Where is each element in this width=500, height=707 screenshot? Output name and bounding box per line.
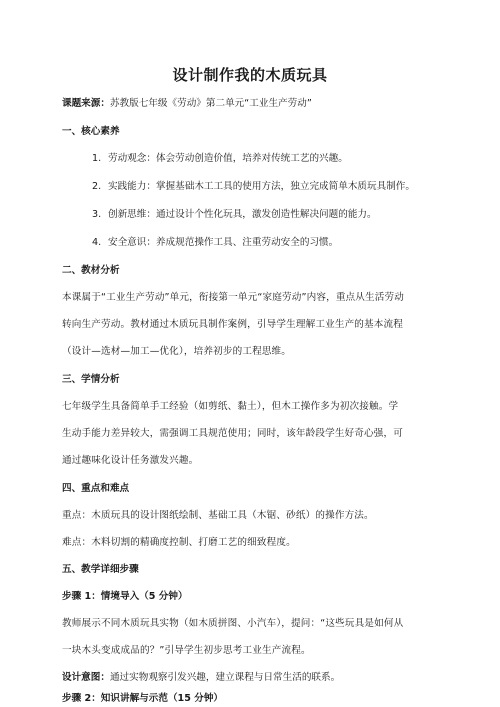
paragraph-line: 生动手能力差异较大，需强调工具规范使用；同时，该年龄段学生好奇心强，可 [62,428,404,439]
source-line [62,97,312,110]
paragraph-line: 七年级学生具备简单手工经验（如剪纸、黏土），但木工操作多为初次接触。学 [62,401,399,412]
paragraph-line: 难点：木料切割的精确度控制、打磨工艺的细致程度。 [62,537,296,548]
section-heading-teaching-steps: 五、教学详细步骤 [62,564,139,575]
list-item-text: 实践能力：掌握基础木工工具的使用方法，独立完成简单木质玩具制作。 [108,181,415,192]
list-item-text: 劳动观念：体会劳动创造价值，培养对传统工艺的兴趣。 [108,153,348,164]
paragraph-line: 通过趣味化设计任务激发兴趣。 [62,455,199,466]
document-title: 设计制作我的木质玩具 [172,66,328,84]
step-heading: 步骤 2：知识讲解与示范（15 分钟） [62,693,224,704]
list-item [92,236,338,249]
step-heading: 步骤 1：情境导入（5 分钟） [62,591,188,602]
paragraph-line: 转向生产劳动。教材通过木质玩具制作案例，引导学生理解工业生产的基本流程 [62,319,404,330]
paragraph-line: （设计—选材—加工—优化），培养初步的工程思维。 [62,346,292,357]
list-item-number: 4. [92,237,102,248]
list-item [92,208,377,221]
list-item [92,180,415,193]
source-text: 苏教版七年级《劳动》第二单元“工业生产劳动” [109,98,312,109]
paragraph-line: 一块木头变成成品的？”引导学生初步思考工业生产流程。 [62,645,311,656]
design-intent-text: 通过实物观察引发兴趣，建立课程与日常生活的联系。 [109,672,341,683]
list-item-text: 安全意识：养成规范操作工具、注重劳动安全的习惯。 [108,237,339,248]
list-item [92,152,348,165]
source-label: 课题来源： [62,98,110,109]
paragraph-line: 本课属于“工业生产劳动”单元，衔接第一单元“家庭劳动”内容，重点从生活劳动 [62,292,405,303]
section-heading-core-literacy: 一、核心素养 [62,126,120,137]
design-intent-line [62,671,340,684]
section-heading-key-points: 四、重点和难点 [62,483,130,494]
paragraph-line: 重点：木质玩具的设计图纸绘制、基础工具（木锯、砂纸）的操作方法。 [62,510,374,521]
list-item-text: 创新思维：通过设计个性化玩具，激发创造性解决问题的能力。 [108,209,377,220]
design-intent-label: 设计意图： [62,672,110,683]
list-item-number: 1. [92,153,102,164]
list-item-number: 2. [92,181,102,192]
section-heading-learner-analysis: 三、学情分析 [62,374,120,385]
section-heading-textbook-analysis: 二、教材分析 [62,265,120,276]
list-item-number: 3. [92,209,102,220]
paragraph-line: 教师展示不同木质玩具实物（如木质拼图、小汽车），提问：“这些玩具是如何从 [62,618,404,629]
